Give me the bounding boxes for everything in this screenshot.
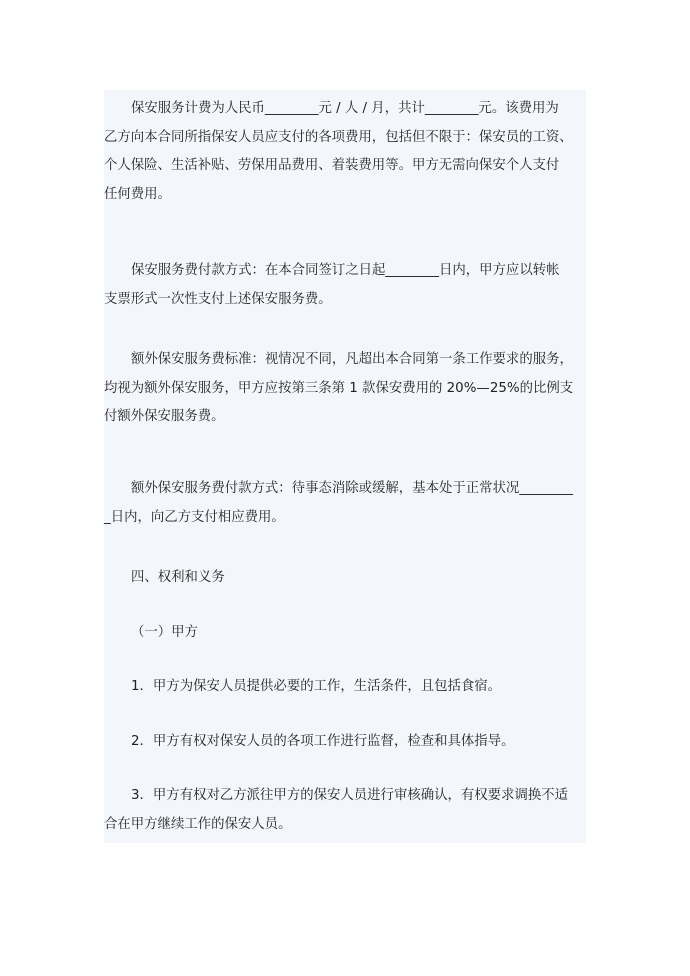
text-line: 额外保安服务费标准：视情况不同，凡超出本合同第一条工作要求的服务， xyxy=(131,352,573,367)
heading-text: 四、权利和义务 xyxy=(131,570,225,585)
paragraph-extra-fee-standard xyxy=(104,346,586,432)
text-line: 合在甲方继续工作的保安人员。 xyxy=(104,816,292,832)
text-line: 个人保险、生活补贴、劳保用品费用、着装费用等。甲方无需向保安个人支付 xyxy=(104,158,560,173)
heading-text: （一）甲方 xyxy=(131,625,198,640)
list-item-2 xyxy=(104,728,586,757)
text-line: 额外保安服务费付款方式：待事态消除或缓解，基本处于正常状况________ xyxy=(131,481,573,496)
paragraph-payment-method xyxy=(104,257,586,314)
text-line: 任何费用。 xyxy=(104,186,171,202)
text-line: 3．甲方有权对乙方派往甲方的保安人员进行审核确认，有权要求调换不适 xyxy=(131,788,569,803)
paragraph-fee-standard xyxy=(104,95,586,209)
text-line: 2．甲方有权对保安人员的各项工作进行监督，检查和具体指导。 xyxy=(131,734,515,749)
text-line: 均视为额外保安服务，甲方应按第三条第 1 款保安费用的 20%—25%的比例支 xyxy=(104,380,574,396)
text-line: 支票形式一次性支付上述保安服务费。 xyxy=(104,291,332,307)
text-line: 付额外保安服务费。 xyxy=(104,409,225,424)
text-line: 保安服务计费为人民币________元 / 人 / 月，共计________元。该费用为 xyxy=(131,101,559,116)
text-line: 乙方向本合同所指保安人员应支付的各项费用，包括但不限于：保安员的工资、 xyxy=(104,129,573,145)
text-line: 保安服务费付款方式：在本合同签订之日起________日内，甲方应以转帐 xyxy=(131,263,560,278)
subsection-heading-party-a xyxy=(104,619,586,648)
list-item-3 xyxy=(104,782,586,839)
paragraph-extra-fee-payment xyxy=(104,475,586,532)
text-line: 1．甲方为保安人员提供必要的工作，生活条件，且包括食宿。 xyxy=(131,679,502,694)
section-heading-rights-obligations xyxy=(104,564,586,593)
list-item-1 xyxy=(104,673,586,702)
text-line: _日内，向乙方支付相应费用。 xyxy=(104,509,285,525)
